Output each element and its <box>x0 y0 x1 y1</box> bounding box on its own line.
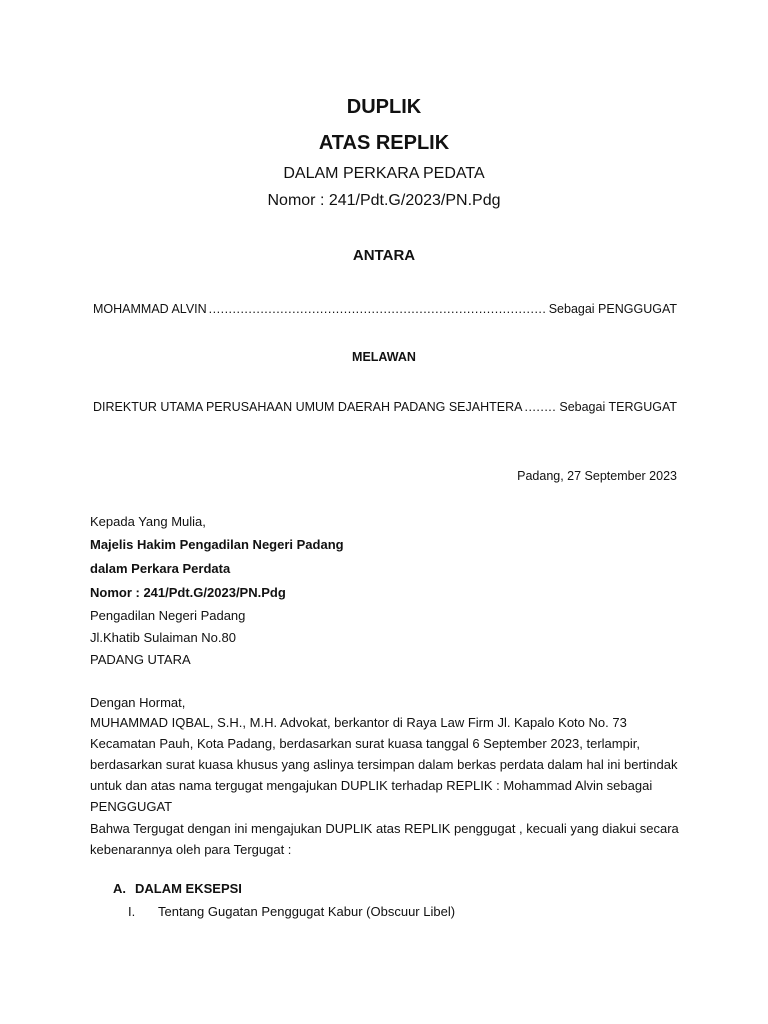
document-subtitle: ATAS REPLIK <box>318 132 450 154</box>
body-paragraph-1: MUHAMMAD IQBAL, S.H., M.H. Advokat, berkantor di Raya Law Firm Jl. Kapalo Koto No. 73 Kecamatan Pauh, Kota Padang, berdasarkan surat kuasa tanggal 6 September 2023, terlampir, berdasarkan surat kuasa khusus yang aslinya tersimpan dalam berkas perdata dalam hal ini bertindak untuk dan atas nama tergugat mengajukan DUPLIK terhadap REPLIK : Mohammad Alvin sebagai PENGGUGAT <box>90 715 678 814</box>
salutation: Dengan Hormat, <box>90 695 186 710</box>
place-date: Padang, 27 September 2023 <box>517 469 677 483</box>
defendant-line <box>93 400 677 414</box>
plaintiff-role: Sebagai PENGGUGAT <box>548 302 677 316</box>
addressee-line-6: PADANG UTARA <box>90 652 191 667</box>
leader-dots <box>524 400 557 414</box>
leader-dots <box>209 302 547 316</box>
addressee-line-1: Majelis Hakim Pengadilan Negeri Padang <box>90 537 344 552</box>
addressee-line-2: dalam Perkara Perdata <box>90 561 231 576</box>
case-type: DALAM PERKARA PEDATA <box>283 165 485 182</box>
plaintiff-name: MOHAMMAD ALVIN <box>93 302 207 316</box>
defendant-name: DIREKTUR UTAMA PERUSAHAAN UMUM DAERAH PADANG SEJAHTERA <box>93 400 523 414</box>
defendant-role: Sebagai TERGUGAT <box>559 400 677 414</box>
addressee-line-3: Nomor : 241/Pdt.G/2023/PN.Pdg <box>90 585 286 600</box>
addressee-line-4: Pengadilan Negeri Padang <box>90 608 246 623</box>
section-marker: A. <box>113 881 126 896</box>
addressee-line-5: Jl.Khatib Sulaiman No.80 <box>90 630 236 645</box>
list-item-marker: I. <box>128 904 136 919</box>
section-heading: DALAM EKSEPSI <box>135 881 242 896</box>
list-item-text: Tentang Gugatan Penggugat Kabur (Obscuur Libel) <box>158 904 456 919</box>
body-paragraph-2: Bahwa Tergugat dengan ini mengajukan DUPLIK atas REPLIK penggugat , kecuali yang diakui secara kebenarannya oleh para Tergugat : <box>90 821 679 857</box>
addressee-greeting: Kepada Yang Mulia, <box>90 514 206 529</box>
plaintiff-line <box>93 302 677 316</box>
document-title: DUPLIK <box>346 96 422 118</box>
case-number: Nomor : 241/Pdt.G/2023/PN.Pdg <box>267 192 501 209</box>
antara-label: ANTARA <box>352 247 416 264</box>
melawan-label: MELAWAN <box>352 350 416 364</box>
